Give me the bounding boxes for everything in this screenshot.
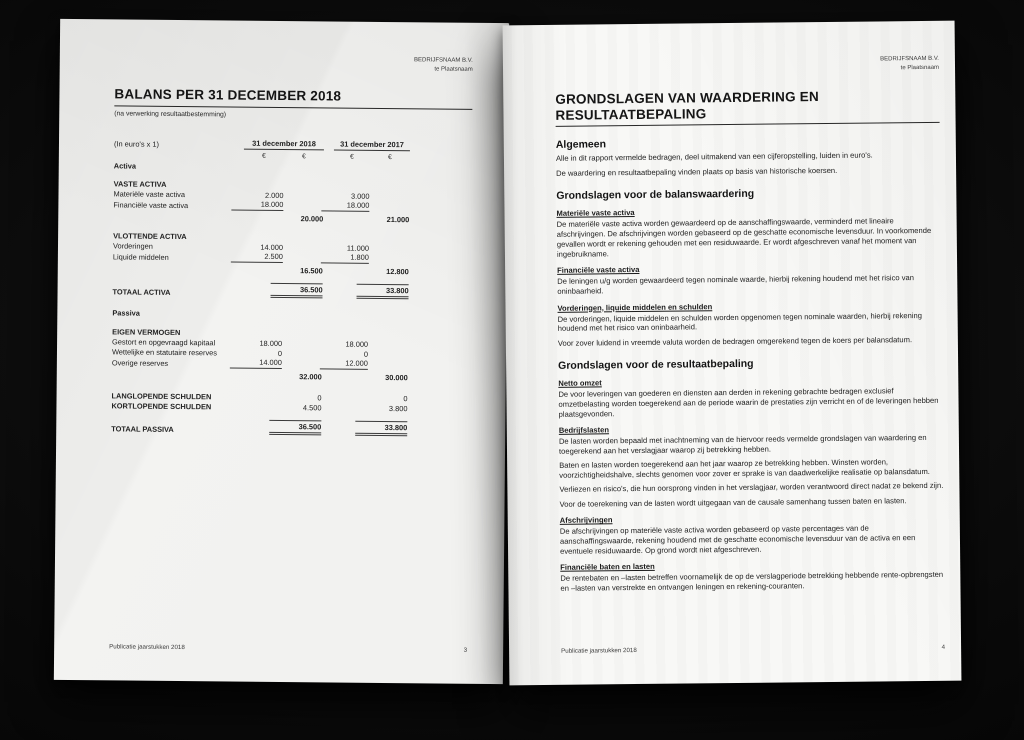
subsection-heading: Financiële vaste activa — [557, 265, 640, 276]
paragraph: De leningen u/g worden gewaardeerd tegen nominale waarde, hierbij rekening houdend met het risico van oninbaarheid. — [557, 273, 914, 296]
amount-cell: 4.500 — [302, 403, 322, 413]
unit-note: (In euro's x 1) — [113, 139, 159, 149]
page-title-line2: RESULTAATBEPALING — [555, 106, 707, 123]
total-cell: 36.500 — [271, 283, 323, 298]
page-left — [54, 19, 509, 684]
amount-cell: 18.000 — [321, 200, 369, 211]
page-number: 3 — [463, 646, 468, 654]
paragraph: De afschrijvingen op materiële vaste activa worden gebaseerd op vaste percentages van de aanschaffingswaarde, rekening houdend met de geschatte economische levensduur van de activa en een eventuele residuwaarde. Op grond wordt niet afgeschreven. — [559, 523, 916, 556]
paragraph: De vorderingen, liquide middelen en schulden worden opgenomen tegen nominale waarden, hierbij rekening houdend met het risico van oninbaarheid. — [557, 310, 922, 334]
column-header-2017: 31 december 2017 — [334, 139, 410, 151]
row-label: Gestort en opgevraagd kapitaal — [112, 337, 216, 348]
section-heading: Grondslagen voor de balanswaardering — [556, 188, 755, 203]
subtotal-cell: 32.000 — [299, 372, 322, 382]
paragraph: De materiële vaste activa worden gewaardeerd op de aanschaffingswaarde, verminderd met lineaire afschrijvingen. De afschrijvingen worden gebaseerd op de geschatte economische levensduur. In voorkomende gevallen wordt er rekening gehouden met een residuwaarde. Er wordt afgeschreven vanaf het moment van ingebruikname. — [556, 216, 932, 259]
page-number: 4 — [941, 643, 946, 651]
column-header-2018: 31 december 2018 — [244, 139, 324, 151]
paragraph: Voor zover luidend in vreemde valuta worden de bedragen omgerekend tegen de koers per balansdatum. — [557, 334, 913, 348]
paragraph: Alle in dit rapport vermelde bedragen, deel uitmakend van een cijferopstelling, luiden in euro's. — [555, 150, 873, 164]
page-footer — [109, 643, 467, 653]
footer-text: Publicatie jaarstukken 2018 — [109, 643, 185, 652]
total-label: TOTAAL ACTIVA — [112, 287, 171, 297]
amount-cell: 0 — [277, 348, 283, 358]
row-label: Materiële vaste activa — [113, 189, 186, 199]
section-heading: Grondslagen voor de resultaatbepaling — [558, 358, 754, 373]
subtotal-cell: 30.000 — [385, 372, 408, 383]
amount-cell: 18.000 — [231, 199, 283, 210]
section-label: LANGLOPENDE SCHULDEN — [111, 391, 212, 402]
paragraph: Baten en lasten worden toegerekend aan het jaar waarop ze betrekking hebben. Winsten worden, voorzichtigheidshalve, slechts genomen voor zover er sprake is van daadwerkelijke realisatie op balansdatum. — [559, 457, 930, 480]
euro-sign: € — [349, 153, 354, 161]
subsection-heading: Netto omzet — [558, 378, 602, 389]
company-name: BEDRIJFSNAAM B.V. — [413, 57, 473, 64]
amount-cell: 1.800 — [321, 252, 369, 263]
amount-cell: 14.000 — [230, 357, 282, 368]
paragraph: Voor de toerekening van de lasten wordt uitgegaan van de causale samenhang tussen baten en lasten. — [559, 495, 907, 509]
section-label: Activa — [113, 161, 137, 171]
subtotal-cell: 20.000 — [300, 214, 324, 224]
row-label: Vorderingen — [112, 241, 153, 251]
paragraph: Verliezen en risico's, die hun oorsprong vinden in het verslagjaar, worden verantwoord direct nadat ze bekend zijn. — [559, 481, 944, 495]
balance-table — [111, 137, 472, 436]
amount-cell: 2.500 — [231, 251, 283, 262]
amount-cell: 0 — [363, 349, 369, 359]
section-heading: Algemeen — [555, 138, 607, 152]
section-label: EIGEN VERMOGEN — [112, 327, 181, 337]
subsection-heading: Vorderingen, liquide middelen en schulden — [557, 301, 713, 313]
table-row — [112, 307, 470, 320]
table-row — [112, 356, 470, 370]
table-row — [113, 250, 471, 264]
currency-row — [114, 148, 472, 161]
page-right — [503, 21, 962, 686]
amount-cell: 0 — [403, 394, 408, 404]
amount-cell: 0 — [317, 393, 322, 403]
row-label: Wettelijke en statutaire reserves — [111, 347, 218, 358]
table-row — [113, 281, 471, 299]
euro-sign: € — [387, 153, 392, 161]
euro-sign: € — [261, 152, 266, 160]
amount-cell: 11.000 — [346, 243, 370, 253]
amount-cell: 3.000 — [350, 191, 370, 201]
page-header — [115, 53, 473, 74]
total-cell: 36.500 — [269, 420, 321, 435]
subsection-heading: Materiële vaste activa — [556, 208, 635, 219]
company-location: te Plaatsnaam — [434, 66, 473, 73]
paragraph: De waardering en resultaatbepaling vinden plaats op basis van historische koersen. — [556, 165, 838, 178]
total-cell: 33.800 — [357, 284, 409, 299]
table-row — [113, 211, 471, 224]
page-title: BALANS PER 31 DECEMBER 2018 — [114, 87, 472, 110]
euro-sign: € — [301, 153, 306, 161]
company-location: te Plaatsnaam — [900, 64, 940, 71]
page-title-line1: GRONDSLAGEN VAN WAARDERING EN — [555, 89, 819, 108]
table-row — [112, 369, 470, 382]
section-label: KORTLOPENDE SCHULDEN — [111, 401, 212, 412]
amount-cell: 14.000 — [260, 242, 284, 252]
page-header — [555, 55, 939, 76]
subsection-heading: Bedrijfslasten — [558, 425, 610, 436]
row-label: Financiële vaste activa — [113, 200, 189, 210]
table-row — [113, 263, 471, 276]
section-label: VASTE ACTIVA — [113, 179, 167, 189]
table-row — [111, 418, 469, 436]
subtotal-cell: 21.000 — [386, 214, 410, 225]
amount-cell: 18.000 — [259, 338, 283, 348]
paragraph: De rentebaten en –lasten betreffen voornamelijk de op de verslagperiode betrekking hebbende rente-opbrengsten en –lasten van verstrekte en ontvangen leningen en rekening-couranten. — [560, 570, 944, 593]
section-label: VLOTTENDE ACTIVA — [113, 231, 187, 241]
subtotal-cell: 12.800 — [386, 266, 409, 277]
total-label: TOTAAL PASSIVA — [111, 424, 174, 434]
total-cell: 33.800 — [355, 421, 407, 436]
subsection-heading: Afschrijvingen — [559, 515, 613, 526]
page-footer — [561, 644, 945, 655]
row-label: Liquide middelen — [112, 252, 169, 262]
amount-cell: 3.800 — [388, 403, 408, 414]
subsection-heading: Financiële baten en lasten — [560, 562, 655, 573]
paragraph: De lasten worden bepaald met inachtneming van de hiervoor reeds vermelde grondslagen van waardering en toegerekend aan het verslagjaar waarop zij betrekking hebben. — [558, 433, 927, 457]
amount-cell: 12.000 — [320, 358, 368, 369]
paragraph: De voor leveringen van goederen en diensten aan derden in rekening gebrachte bedragen exclusief omzetbelasting worden toegerekend aan de periode waarin de prestaties zijn verricht en of de leveringen hebben plaatsgevonden. — [558, 386, 939, 419]
row-label: Overige reserves — [111, 358, 169, 368]
footer-text: Publicatie jaarstukken 2018 — [561, 647, 637, 655]
table-row — [114, 160, 472, 173]
subtotal-cell: 16.500 — [300, 266, 323, 276]
page-subtitle: (na verwerking resultaatbestemming) — [114, 110, 227, 119]
company-name: BEDRIJFSNAAM B.V. — [880, 55, 939, 63]
table-row — [113, 198, 471, 212]
amount-cell: 18.000 — [345, 339, 369, 349]
page-title — [555, 88, 939, 127]
section-label: Passiva — [112, 308, 140, 318]
amount-cell: 2.000 — [264, 190, 284, 200]
table-row — [111, 400, 469, 413]
